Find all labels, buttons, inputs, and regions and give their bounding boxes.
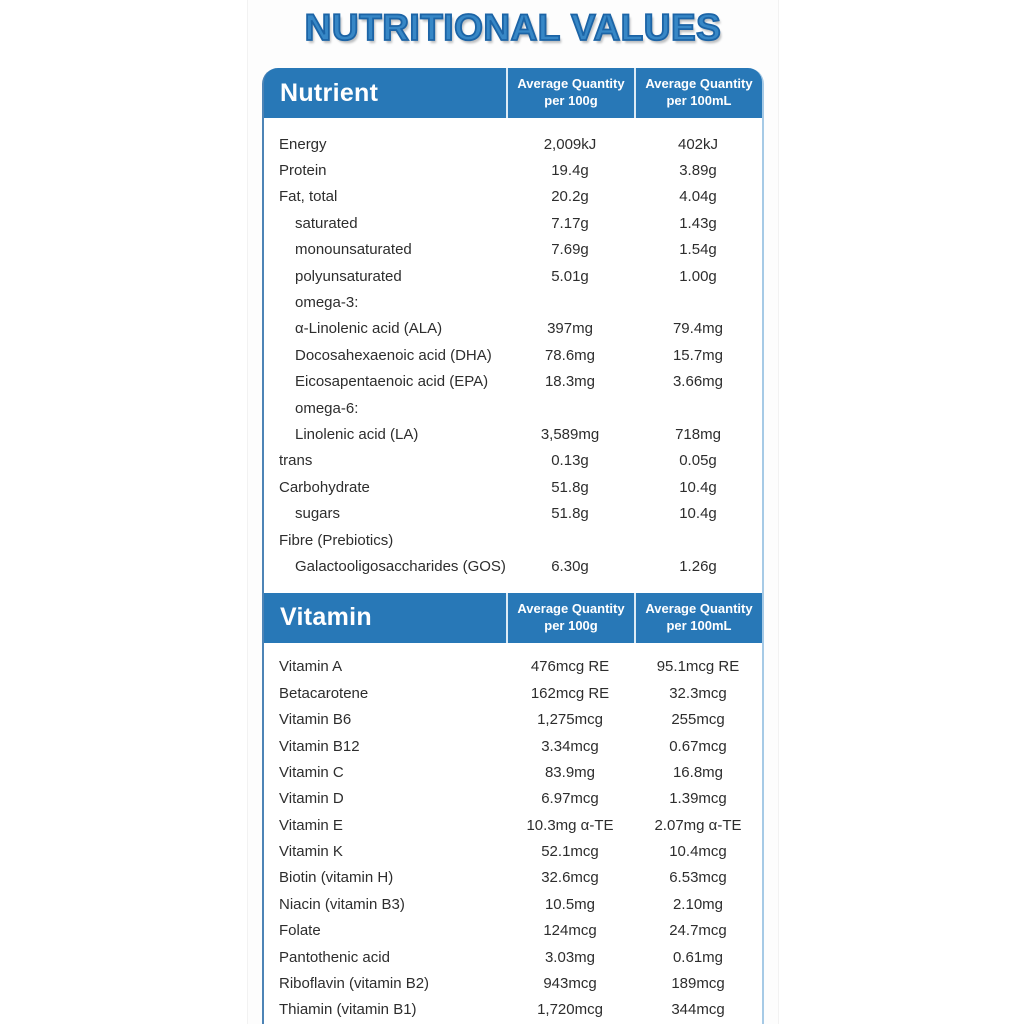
row-label: Niacin (vitamin B3) xyxy=(279,895,405,913)
row-value-per-100ml: 95.1mcg RE xyxy=(656,658,740,676)
row-label: Riboflavin (vitamin B2) xyxy=(279,975,430,993)
table-row xyxy=(264,865,762,891)
row-value-per-100ml: 1.00g xyxy=(679,267,717,285)
column-header-line1: Average Quantity xyxy=(645,600,753,616)
nutrition-card xyxy=(262,68,764,1024)
row-label: Eicosapentaenoic acid (EPA) xyxy=(295,373,489,391)
row-label: Energy xyxy=(279,135,327,153)
table-row xyxy=(264,706,762,732)
row-value-per-100ml: 79.4mg xyxy=(672,320,724,338)
row-value-per-100g: 3,589mg xyxy=(540,425,600,443)
table-row xyxy=(264,918,762,944)
row-value-per-100ml: 0.61mg xyxy=(672,948,724,966)
row-value-per-100g: 1,275mcg xyxy=(537,711,603,729)
row-value-per-100g: 3.34mcg xyxy=(541,737,599,755)
row-label: polyunsaturated xyxy=(295,267,402,285)
table-row xyxy=(264,680,762,706)
table-row xyxy=(264,500,762,526)
table-row xyxy=(264,157,762,183)
row-value-per-100ml: 344mcg xyxy=(671,1001,725,1019)
vitamin-header-title: Vitamin xyxy=(280,603,372,632)
row-label: Thiamin (vitamin B1) xyxy=(279,1001,417,1019)
table-row xyxy=(264,944,762,970)
table-row xyxy=(264,786,762,812)
row-value-per-100ml: 15.7mg xyxy=(672,346,724,364)
row-value-per-100g: 10.5mg xyxy=(544,895,596,913)
table-row xyxy=(264,369,762,395)
row-label: Fat, total xyxy=(279,188,338,206)
column-header-per-100ml xyxy=(634,593,762,643)
row-label: omega-3: xyxy=(295,294,359,312)
table-row xyxy=(264,812,762,838)
row-value-per-100g: 6.97mcg xyxy=(541,790,599,808)
row-value-per-100g: 7.17g xyxy=(551,214,589,232)
row-label: omega-6: xyxy=(295,399,359,417)
row-value-per-100g: 124mcg xyxy=(543,922,597,940)
table-row xyxy=(264,184,762,210)
table-row xyxy=(264,654,762,680)
column-header-line1: Average Quantity xyxy=(517,76,625,92)
row-value-per-100g: 397mg xyxy=(547,320,593,338)
row-value-per-100g: 78.6mg xyxy=(544,346,596,364)
row-value-per-100g: 5.01g xyxy=(551,267,589,285)
row-value-per-100ml: 16.8mg xyxy=(672,763,724,781)
row-value-per-100g: 1,720mcg xyxy=(537,1001,603,1019)
row-value-per-100ml: 1.39mcg xyxy=(669,790,727,808)
row-label: Vitamin E xyxy=(279,816,343,834)
vitamin-section xyxy=(264,593,762,1023)
row-value-per-100ml: 2.07mg α-TE xyxy=(654,816,742,834)
table-row xyxy=(264,759,762,785)
row-label: trans xyxy=(279,452,313,470)
table-row xyxy=(264,395,762,421)
row-value-per-100g: 52.1mcg xyxy=(541,843,599,861)
row-label: α-Linolenic acid (ALA) xyxy=(295,320,443,338)
row-label: Folate xyxy=(279,922,321,940)
table-row xyxy=(264,997,762,1023)
vitamin-table-body xyxy=(264,643,762,1023)
row-value-per-100ml: 4.04g xyxy=(679,188,717,206)
row-value-per-100g: 18.3mg xyxy=(544,373,596,391)
table-row xyxy=(264,553,762,579)
table-row xyxy=(264,263,762,289)
nutrient-header-title: Nutrient xyxy=(280,78,379,107)
nutrition-label-panel xyxy=(247,0,779,1024)
row-value-per-100g: 943mcg xyxy=(543,975,597,993)
row-label: Linolenic acid (LA) xyxy=(295,425,419,443)
row-label: Vitamin C xyxy=(279,763,344,781)
row-value-per-100g: 10.3mg α-TE xyxy=(526,816,614,834)
page-title: NUTRITIONAL VALUES xyxy=(304,7,722,48)
row-value-per-100ml: 3.66mg xyxy=(672,373,724,391)
row-value-per-100g: 476mcg RE xyxy=(530,658,610,676)
row-label: Docosahexaenoic acid (DHA) xyxy=(295,346,492,364)
row-value-per-100ml: 32.3mcg xyxy=(669,684,727,702)
row-value-per-100ml: 255mcg xyxy=(671,711,725,729)
column-header-per-100g xyxy=(506,68,634,118)
row-label: monounsaturated xyxy=(295,241,412,259)
row-label: Protein xyxy=(279,162,327,180)
row-value-per-100g: 83.9mg xyxy=(544,763,596,781)
column-header-line1: Average Quantity xyxy=(517,600,625,616)
vitamin-table-header xyxy=(264,593,762,643)
row-value-per-100g: 51.8g xyxy=(551,505,589,523)
row-value-per-100ml: 1.26g xyxy=(679,557,717,575)
table-row xyxy=(264,342,762,368)
table-row xyxy=(264,237,762,263)
row-value-per-100g: 20.2g xyxy=(551,188,589,206)
table-row xyxy=(264,733,762,759)
row-value-per-100g: 3.03mg xyxy=(544,948,596,966)
row-value-per-100g: 0.13g xyxy=(551,452,589,470)
row-value-per-100g: 6.30g xyxy=(551,557,589,575)
row-label: Vitamin B6 xyxy=(279,711,352,729)
table-row xyxy=(264,527,762,553)
row-label: Carbohydrate xyxy=(279,478,370,496)
row-value-per-100ml: 24.7mcg xyxy=(669,922,727,940)
table-row xyxy=(264,289,762,315)
row-value-per-100g: 32.6mcg xyxy=(541,869,599,887)
column-header-per-100g xyxy=(506,593,634,643)
column-header-line2: per 100mL xyxy=(666,617,732,633)
column-header-line2: per 100g xyxy=(544,93,598,108)
row-label: Galactooligosaccharides (GOS) xyxy=(295,557,506,575)
row-value-per-100ml: 3.89g xyxy=(679,162,717,180)
row-label: Fibre (Prebiotics) xyxy=(279,531,394,549)
row-value-per-100ml: 0.67mcg xyxy=(669,737,727,755)
row-value-per-100g: 19.4g xyxy=(551,162,589,180)
row-label: sugars xyxy=(295,505,341,523)
row-value-per-100ml: 10.4g xyxy=(679,505,717,523)
row-value-per-100ml: 1.54g xyxy=(679,241,717,259)
row-value-per-100ml: 1.43g xyxy=(679,214,717,232)
row-value-per-100ml: 2.10mg xyxy=(672,895,724,913)
row-label: Vitamin D xyxy=(279,790,344,808)
table-row xyxy=(264,970,762,996)
table-row xyxy=(264,131,762,157)
nutrient-table-header xyxy=(264,68,762,118)
row-label: Vitamin A xyxy=(279,658,343,676)
table-row xyxy=(264,474,762,500)
table-row xyxy=(264,448,762,474)
row-label: saturated xyxy=(295,214,358,232)
nutrient-table-body xyxy=(264,118,762,580)
row-label: Pantothenic acid xyxy=(279,948,390,966)
column-header-line1: Average Quantity xyxy=(645,76,753,92)
row-value-per-100ml: 0.05g xyxy=(679,452,717,470)
row-value-per-100g: 2,009kJ xyxy=(543,135,597,153)
row-value-per-100ml: 10.4mcg xyxy=(669,843,727,861)
row-value-per-100ml: 10.4g xyxy=(679,478,717,496)
table-row xyxy=(264,316,762,342)
table-row xyxy=(264,210,762,236)
column-header-line2: per 100g xyxy=(544,617,598,633)
column-header-line2: per 100mL xyxy=(666,93,732,108)
nutrient-section xyxy=(264,68,762,580)
table-row xyxy=(264,838,762,864)
row-value-per-100ml: 189mcg xyxy=(671,975,725,993)
table-row xyxy=(264,421,762,447)
row-label: Biotin (vitamin H) xyxy=(279,869,394,887)
row-value-per-100g: 7.69g xyxy=(551,241,589,259)
row-label: Vitamin B12 xyxy=(279,737,360,755)
row-value-per-100g: 162mcg RE xyxy=(530,684,610,702)
table-row xyxy=(264,891,762,917)
row-value-per-100g: 51.8g xyxy=(551,478,589,496)
row-value-per-100ml: 718mg xyxy=(675,425,721,443)
row-label: Betacarotene xyxy=(279,684,369,702)
row-value-per-100ml: 402kJ xyxy=(677,135,719,153)
row-label: Vitamin K xyxy=(279,843,343,861)
column-header-per-100ml xyxy=(634,68,762,118)
row-value-per-100ml: 6.53mcg xyxy=(669,869,727,887)
